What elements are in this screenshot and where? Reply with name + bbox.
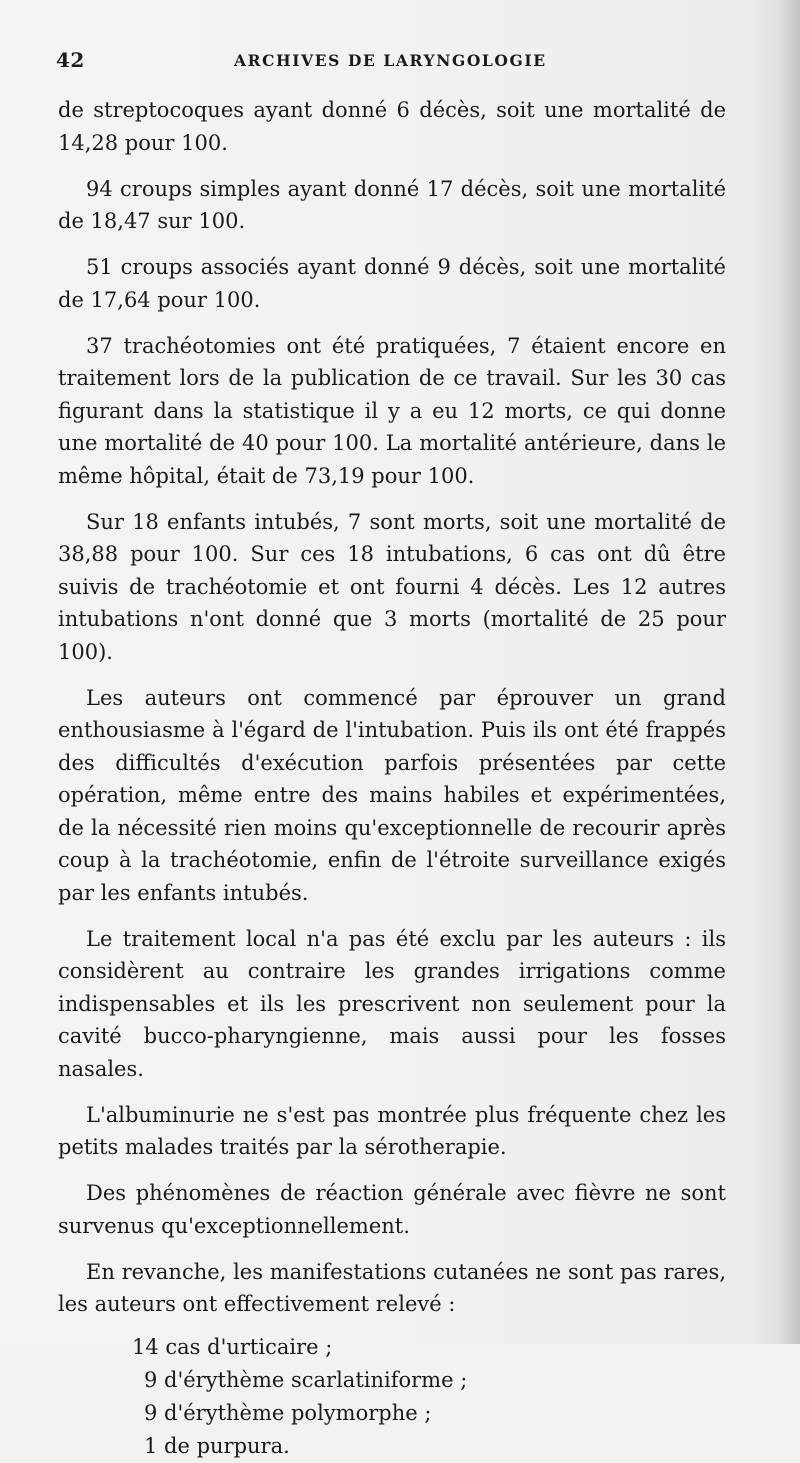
page-number: 42 <box>56 48 85 72</box>
body-text <box>58 94 726 1463</box>
paragraph-4: 37 trachéotomies ont été pratiquées, 7 étaient encore en traitement lors de la publication de ce travail. Sur les 30 cas figurant dans la statistique il y a eu 12 morts, ce qui donne une mortalité de 40 pour 100. La mortalité antérieure, dans le même hôpital, était de 73,19 pour 100. <box>58 333 726 488</box>
paragraph-8: L'albuminurie ne s'est pas montrée plus fréquente chez les petits malades traités par la sérotherapie. <box>58 1102 726 1159</box>
page-edge-shadow <box>778 0 800 1344</box>
paragraph-6: Les auteurs ont commencé par éprouver un grand enthousiasme à l'égard de l'intubation. Puis ils ont été frappés des difficultés d'exécution parfois présentées par cette opération, même entre des mains habiles et expérimentées, de la nécessité rien moins qu'exceptionnelle de recourir après coup à la trachéotomie, enfin de l'étroite surveillance exigés par les enfants intubés. <box>58 685 726 905</box>
list-item: 9 d'érythème scarlatiniforme ; <box>144 1367 468 1392</box>
paragraph-7: Le traitement local n'a pas été exclu par les auteurs : ils considèrent au contraire les grandes irrigations comme indispensables et ils les prescrivent non seulement pour la cavité bucco-pharyngienne, mais aussi pour les fosses nasales. <box>58 926 726 1081</box>
list-item: 9 d'érythème polymorphe ; <box>144 1400 432 1425</box>
paragraph-9: Des phénomènes de réaction générale avec fièvre ne sont survenus qu'exceptionnellement. <box>58 1181 726 1238</box>
paragraph-1: de streptocoques ayant donné 6 décès, soit une mortalité de 14,28 pour 100. <box>58 98 726 155</box>
paragraph-10: En revanche, les manifestations cutanées ne sont pas rares, les auteurs ont effectivement relevé : <box>58 1259 726 1316</box>
cutaneous-manifestations-list <box>58 1331 726 1463</box>
running-title: ARCHIVES DE LARYNGOLOGIE <box>234 51 547 70</box>
page-header <box>56 48 756 74</box>
list-item: 14 cas d'urticaire ; <box>132 1334 333 1359</box>
list-item: 1 de purpura. <box>144 1433 290 1458</box>
paragraph-2: 94 croups simples ayant donné 17 décès, soit une mortalité de 18,47 sur 100. <box>58 176 726 233</box>
paragraph-5: Sur 18 enfants intubés, 7 sont morts, soit une mortalité de 38,88 pour 100. Sur ces 18 intubations, 6 cas ont dû être suivis de trachéotomie et ont fourni 4 décès. Les 12 autres intubations n'ont donné que 3 morts (mortalité de 25 pour 100). <box>58 509 726 664</box>
paragraph-3: 51 croups associés ayant donné 9 décès, soit une mortalité de 17,64 pour 100. <box>58 255 726 312</box>
